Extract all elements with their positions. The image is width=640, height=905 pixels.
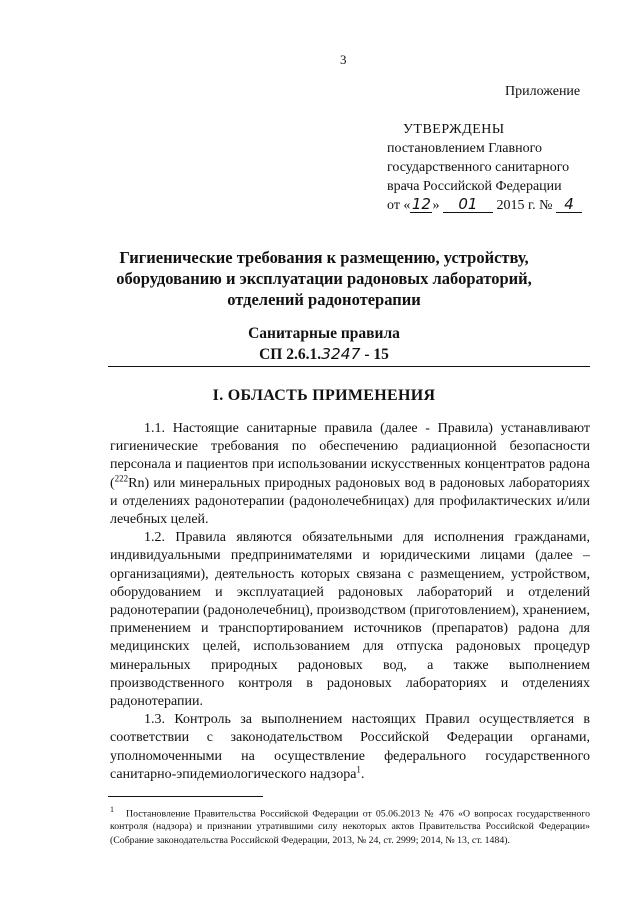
rules-name: Санитарные правила	[248, 325, 400, 342]
appendix-label: Приложение	[505, 84, 581, 99]
rules-code-prefix: СП 2.6.1.	[259, 346, 322, 363]
approval-line-1: постановлением Главного	[387, 141, 542, 156]
paragraph-1-2: 1.2. Правила являются обязательными для исполнения гражданами, индивидуальными предпринимателями и юридическими лицами (далее – организациями), деятельность которых связана с размещением, устройством, оборудованием и эксплуатацией радоновых лабораторий и отделений радонотерапии (радонолечебниц), производством (приготовлением), хранением, применением и транспортированием источников (препаратов) радона для медицинских целей, использованием для отпуска радоновых процедур минеральных природных радоновых вод, а также выполнением производственного контроля в радоновых лабораториях и отделениях радонотерапии.	[110, 530, 590, 710]
footnote-text: Постановление Правительства Российской Федерации от 05.06.2013 № 476 «О вопросах государственного контроля (надзора) и признании утратившими силу некоторых актов Правительства Российской Федерации» (Собрание законодательства Российской Федерации, 2013, № 24, ст. 2999; 2014, № 13, ст. 1484).	[110, 808, 590, 846]
date-mid: »	[432, 198, 440, 213]
approval-date-line	[387, 196, 617, 215]
paragraph-1-1-text-a: 1.1. Настоящие санитарные правила (далее - Правила) устанавливают гигиенические требования по обеспечению радиационной безопасности персонала и пациентов при использовании искусственных концентратов радона (	[110, 421, 590, 491]
paragraph-1-1-text-b: Rn) или минеральных природных радоновых вод в радоновых лабораториях и отделениях радонотерапии (радонолечебницах) для профилактических и/или лечебных целей.	[110, 475, 590, 528]
footnote	[110, 803, 590, 847]
rules-code-suffix: - 15	[364, 346, 389, 363]
approval-block	[387, 120, 617, 215]
footnote-divider	[108, 796, 263, 797]
date-month: 01	[443, 197, 493, 213]
body-text	[110, 420, 590, 784]
paragraph-1-3	[110, 711, 590, 784]
paragraph-1-3-text: 1.3. Контроль за выполнением настоящих Правил осуществляется в соответствии с законодательством Российской Федерации органами, уполномоченными на осуществление федерального государственного санитарно-эпидемиологического надзора	[110, 712, 590, 782]
approval-line-2: государственного санитарного	[387, 160, 570, 175]
rules-code	[60, 344, 588, 365]
rules-block	[60, 324, 588, 365]
page-number: 3	[340, 52, 347, 67]
paragraph-1-3-end: .	[360, 766, 365, 782]
date-day: 12	[411, 195, 431, 213]
rules-code-handwritten: 3247	[321, 345, 361, 363]
footnote-mark: 1	[110, 805, 114, 814]
title-line-1: Гигиенические требования к размещению, устройству,	[119, 248, 529, 267]
approval-heading: УТВЕРЖДЕНЫ	[403, 122, 505, 137]
approval-line-3: врача Российской Федерации	[387, 179, 562, 194]
section-heading: I. ОБЛАСТЬ ПРИМЕНЕНИЯ	[212, 387, 436, 404]
paragraph-1-1	[110, 420, 590, 529]
date-prefix: от «	[387, 198, 411, 213]
divider-line	[108, 366, 590, 367]
title-line-2: оборудованию и эксплуатации радоновых лабораторий,	[116, 269, 532, 288]
date-year: 2015 г. №	[496, 198, 553, 213]
document-title	[60, 247, 588, 310]
isotope-mass-number: 222	[114, 472, 129, 483]
footnote-reference: 1	[356, 764, 361, 775]
document-number: 4	[556, 197, 582, 213]
title-line-3: отделений радонотерапии	[227, 290, 421, 309]
